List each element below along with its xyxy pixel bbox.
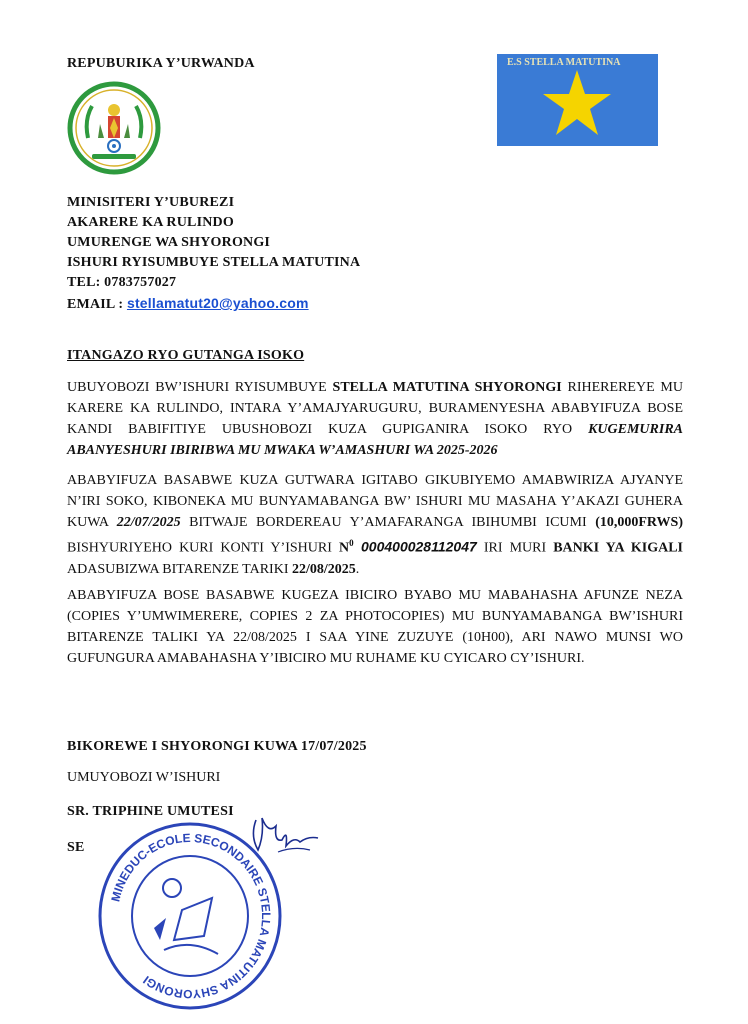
p2-text-k: ADASUBIZWA BITARENZE TARIKI <box>67 561 292 577</box>
rwanda-emblem-icon <box>66 80 162 176</box>
date-line: BIKOREWE I SHYORONGI KUWA 17/07/2025 <box>67 739 367 754</box>
p2-period: . <box>355 561 360 577</box>
p1-school-name: STELLA MATUTINA SHYORONGI <box>332 380 562 395</box>
se-label: SE <box>67 840 85 855</box>
email-link[interactable]: stellamatut20@yahoo.com <box>126 295 309 311</box>
p2-text-a: ABABYIFUZA BASABWE KUZA GUTWARA IGITABO GIKUBIYEMO AMABWIRIZA AJYANYE N’IRI SOKO, KIBONEKA MU BUNYAMABANGA BW’ ISHURI MU MASAHA Y’AKAZI GUHERA KUWA <box>67 473 683 530</box>
p2-deadline: 22/08/2025 <box>291 561 356 577</box>
stamp-ring-text: MINEDUC-ECOLE SECONDAIRE STELLA MATUTINA SHYORONGI <box>108 830 274 1002</box>
district-line: AKARERE KA RULINDO <box>67 215 234 230</box>
flag-label: E.S STELLA MATUTINA <box>507 57 621 68</box>
star-icon <box>541 68 613 138</box>
p2-bank-name: BANKI YA KIGALI <box>553 540 683 556</box>
p2-amount: (10,000FRWS) <box>595 515 683 530</box>
p1-subject: KUGEMURIRA ABANYESHURI IBIRIBWA MU MWAKA W’AMASHURI WA 2025-2026 <box>67 422 683 458</box>
p2-number-sup: 0 <box>349 538 354 548</box>
p2-start-date: 22/07/2025 <box>116 515 181 530</box>
paragraph-2 <box>67 470 683 580</box>
sector-line: UMURENGE WA SHYORONGI <box>67 235 271 250</box>
tel-line: TEL: 0783757027 <box>67 275 177 290</box>
country-name: REPUBURIKA Y’URWANDA <box>67 56 255 71</box>
email-label: EMAIL : <box>67 297 127 312</box>
p1-text-c: RIHEREREYE MU KARERE KA RULINDO, INTARA Y’AMAJYARUGURU, BURAMENYESHA ABABYIFUZA BOSE KANDI BABIFITIYE UBUSHOBOZI KUZA GUPIGANIRA ISOKO RYO <box>67 380 683 437</box>
school-line: ISHURI RYISUMBUYE STELLA MATUTINA <box>67 255 361 270</box>
p2-text-c: BITWAJE BORDEREAU Y’AMAFARANGA IBIHUMBI ICUMI <box>180 515 596 530</box>
school-flag <box>497 54 658 146</box>
p2-number-sign: N <box>338 540 350 556</box>
director-role: UMUYOBOZI W’ISHURI <box>67 770 221 785</box>
paragraph-3: ABABYIFUZA BOSE BASABWE KUGEZA IBICIRO BYABO MU MABAHASHA AFUNZE NEZA (COPIES Y’UMWIMERERE, COPIES 2 ZA PHOTOCOPIES) MU BUNYAMABANGA BW’ISHURI BITARENZE TALIKI YA 22/08/2025 I SAA YINE ZUZUYE (10H00), ARI NAWO MUNSI WO GUFUNGURA AMABAHASHA Y’IBICIRO MU RUHAME KU CYICARO CY’ISHURI. <box>67 588 683 666</box>
p2-text-e: BISHYURIYEHO KURI KONTI Y’ISHURI <box>67 540 339 556</box>
director-name: SR. TRIPHINE UMUTESI <box>67 804 234 819</box>
ministry-line: MINISITERI Y’UBUREZI <box>67 195 235 210</box>
email-line <box>67 295 309 313</box>
paragraph-1 <box>67 377 683 461</box>
school-stamp-icon <box>94 818 286 1014</box>
notice-title: ITANGAZO RYO GUTANGA ISOKO <box>67 348 305 363</box>
p1-text-a: UBUYOBOZI BW’ISHURI RYISUMBUYE <box>67 380 333 395</box>
p2-account-number: 000400028112047 <box>353 538 477 555</box>
p2-text-i: IRI MURI <box>476 540 554 556</box>
